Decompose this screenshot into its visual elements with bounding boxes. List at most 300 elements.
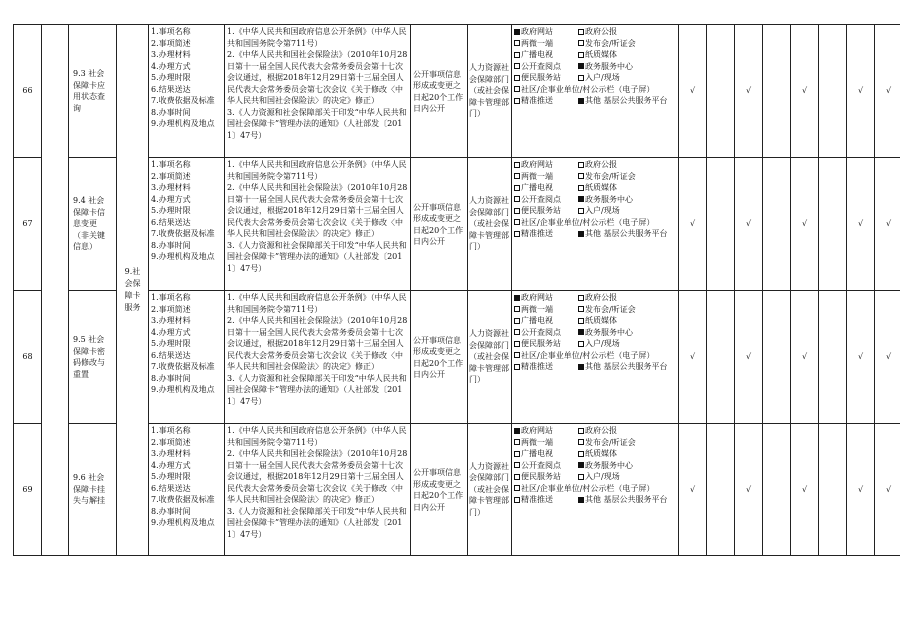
check-mark-cell: √ bbox=[847, 424, 875, 556]
disclosure-element: 1.事项名称 bbox=[151, 160, 191, 169]
disclosure-element: 1.事项名称 bbox=[151, 426, 191, 435]
channel-label: 政府网站 bbox=[521, 27, 553, 36]
check-mark-cell bbox=[763, 158, 791, 291]
unchecked-box-icon bbox=[514, 196, 520, 202]
disclosure-element: 3.办理材料 bbox=[151, 183, 191, 192]
unchecked-box-icon bbox=[514, 75, 520, 81]
channel-label: 社区/企事业单位/村公示栏（电子屏） bbox=[521, 217, 655, 227]
check-mark-cell bbox=[819, 25, 847, 158]
basis-paragraph: 2.《中华人民共和国社会保险法》（2010年10月28日第十一届全国人民代表大会常务委员会第十七次会议通过，根据2018年12月29日第十三届全国人民代表大会常务委员会第七次会议《关于修改〈中华人民共和国社会保险法〉的决定》修正） bbox=[227, 50, 408, 105]
unchecked-box-icon bbox=[514, 173, 520, 179]
channel-option[interactable] bbox=[514, 315, 578, 327]
channel-label: 入户/现场 bbox=[585, 73, 620, 82]
disclosure-element: 1.事项名称 bbox=[151, 293, 191, 302]
channel-label: 纸质媒体 bbox=[585, 316, 617, 325]
check-mark-cell: √ bbox=[791, 25, 819, 158]
channel-line bbox=[514, 26, 677, 38]
basis-paragraph: 1.《中华人民共和国政府信息公开条例》（中华人民共和国国务院令第711号） bbox=[227, 426, 407, 447]
channel-option[interactable] bbox=[578, 460, 633, 472]
channel-label: 便民服务站 bbox=[521, 73, 561, 82]
channel-option[interactable] bbox=[514, 437, 578, 449]
channel-label: 公开查阅点 bbox=[521, 194, 561, 204]
channel-label: 公开查阅点 bbox=[521, 61, 561, 71]
checked-box-icon bbox=[578, 231, 584, 237]
channel-label: 纸质媒体 bbox=[585, 183, 617, 192]
channel-option[interactable] bbox=[578, 338, 620, 350]
channel-option[interactable] bbox=[578, 205, 620, 217]
channel-option[interactable] bbox=[514, 26, 578, 38]
item-name-cell bbox=[69, 25, 117, 158]
disclosure-basis-cell bbox=[225, 25, 411, 158]
channel-label: 政府公报 bbox=[585, 160, 617, 169]
channel-option[interactable] bbox=[578, 292, 617, 304]
channel-line bbox=[514, 437, 677, 449]
channel-option[interactable] bbox=[578, 182, 617, 194]
channel-label: 便民服务站 bbox=[521, 472, 561, 481]
unchecked-box-icon bbox=[578, 318, 584, 324]
check-mark-cell bbox=[819, 291, 847, 424]
disclosure-subject-cell: 人力资源社会保障部门（或社会保障卡管理部门） bbox=[468, 158, 512, 291]
disclosure-element: 1.事项名称 bbox=[151, 27, 191, 36]
unchecked-box-icon bbox=[578, 295, 584, 301]
channel-label: 便民服务站 bbox=[521, 206, 561, 215]
unchecked-box-icon bbox=[514, 329, 520, 335]
channel-label: 政府公报 bbox=[585, 426, 617, 435]
unchecked-box-icon bbox=[514, 208, 520, 214]
channel-line bbox=[514, 361, 677, 373]
unchecked-box-icon bbox=[514, 63, 520, 69]
checked-box-icon bbox=[514, 295, 520, 301]
unchecked-box-icon bbox=[578, 439, 584, 445]
check-mark-cell: √ bbox=[679, 291, 707, 424]
unchecked-box-icon bbox=[514, 439, 520, 445]
basis-paragraph: 1.《中华人民共和国政府信息公开条例》（中华人民共和国国务院令第711号） bbox=[227, 160, 407, 181]
channel-option[interactable] bbox=[514, 72, 578, 84]
channel-option[interactable] bbox=[514, 171, 578, 183]
unchecked-box-icon bbox=[578, 173, 584, 179]
disclosure-channels-cell bbox=[512, 291, 679, 424]
disclosure-channels-cell bbox=[512, 25, 679, 158]
channel-label: 两微一端 bbox=[521, 38, 553, 48]
check-mark-cell bbox=[763, 25, 791, 158]
item-name: 9.3 社会保障卡应用状态查询 bbox=[73, 69, 105, 113]
channel-option[interactable] bbox=[578, 95, 668, 107]
channel-option[interactable] bbox=[514, 38, 578, 50]
channel-option[interactable] bbox=[514, 84, 654, 96]
unchecked-box-icon bbox=[578, 40, 584, 46]
category-cell bbox=[117, 25, 149, 556]
channel-label: 政务服务中心 bbox=[585, 194, 633, 204]
channel-label: 其他 基层公共服务平台 bbox=[585, 362, 668, 371]
basis-paragraph: 3.《人力资源和社会保障部关于印发“中华人民共和国社会保障卡”管理办法的通知》（人社部发〔2011〕47号） bbox=[227, 107, 407, 140]
item-name: 9.4 社会保障卡信息变更（非关键信息） bbox=[73, 196, 105, 252]
channel-option[interactable] bbox=[578, 361, 668, 373]
disclosure-table bbox=[13, 24, 900, 556]
disclosure-elements-cell bbox=[149, 158, 225, 291]
unchecked-box-icon bbox=[578, 341, 584, 347]
channel-label: 广播电视 bbox=[521, 50, 553, 59]
channel-option[interactable] bbox=[578, 61, 633, 73]
channel-option[interactable] bbox=[514, 292, 578, 304]
channel-label: 社区/企事业单位/村公示栏（电子屏） bbox=[521, 350, 655, 360]
channel-line bbox=[514, 159, 677, 171]
channel-option[interactable] bbox=[514, 338, 578, 350]
row-number: 68 bbox=[14, 291, 42, 424]
unchecked-box-icon bbox=[578, 185, 584, 191]
disclosure-element: 8.办事时间 bbox=[151, 240, 191, 250]
channel-option[interactable] bbox=[514, 194, 578, 206]
disclosure-element: 4.办理方式 bbox=[151, 61, 191, 71]
disclosure-subject-cell: 人力资源社会保障部门（或社会保障卡管理部门） bbox=[468, 291, 512, 424]
basis-paragraph: 2.《中华人民共和国社会保险法》（2010年10月28日第十一届全国人民代表大会常务委员会第十七次会议通过，根据2018年12月29日第十三届全国人民代表大会常务委员会第七次会议《关于修改〈中华人民共和国社会保险法〉的决定》修正） bbox=[227, 449, 408, 504]
channel-line bbox=[514, 460, 677, 472]
channel-option[interactable] bbox=[578, 26, 617, 38]
channel-option[interactable] bbox=[578, 315, 617, 327]
channel-label: 社区/企事业单位/村公示栏（电子屏） bbox=[521, 84, 655, 94]
checked-box-icon bbox=[578, 497, 584, 503]
disclosure-element: 7.收费依据及标准 bbox=[151, 495, 215, 504]
basis-paragraph: 3.《人力资源和社会保障部关于印发“中华人民共和国社会保障卡”管理办法的通知》（人社部发〔2011〕47号） bbox=[227, 373, 407, 406]
check-mark-cell: √ bbox=[847, 25, 875, 158]
row-number: 69 bbox=[14, 424, 42, 556]
disclosure-element: 7.收费依据及标准 bbox=[151, 362, 215, 371]
basis-paragraph: 1.《中华人民共和国政府信息公开条例》（中华人民共和国国务院令第711号） bbox=[227, 293, 407, 314]
disclosure-element: 2.事项简述 bbox=[151, 38, 191, 48]
unchecked-box-icon bbox=[514, 318, 520, 324]
disclosure-element: 5.办理时限 bbox=[151, 206, 191, 215]
disclosure-element: 8.办事时间 bbox=[151, 107, 191, 117]
disclosure-element: 3.办理材料 bbox=[151, 50, 191, 59]
channel-label: 广播电视 bbox=[521, 316, 553, 325]
check-mark-cell: √ bbox=[679, 25, 707, 158]
unchecked-box-icon bbox=[578, 52, 584, 58]
channel-option[interactable] bbox=[514, 483, 654, 495]
channel-line bbox=[514, 338, 677, 350]
channel-label: 广播电视 bbox=[521, 449, 553, 458]
channel-line bbox=[514, 483, 677, 495]
item-name: 9.5 社会保障卡密码修改与重置 bbox=[73, 335, 105, 379]
channel-label: 两微一端 bbox=[521, 437, 553, 447]
channel-line bbox=[514, 494, 677, 506]
channel-label: 便民服务站 bbox=[521, 339, 561, 348]
disclosure-basis-cell bbox=[225, 158, 411, 291]
channel-option[interactable] bbox=[514, 494, 578, 506]
unchecked-box-icon bbox=[514, 231, 520, 237]
channel-line bbox=[514, 205, 677, 217]
channel-label: 精准推送 bbox=[521, 362, 553, 371]
channel-line bbox=[514, 61, 677, 73]
check-mark-cell: √ bbox=[791, 158, 819, 291]
channel-label: 精准推送 bbox=[521, 96, 553, 105]
disclosure-element: 4.办理方式 bbox=[151, 194, 191, 204]
channel-option[interactable] bbox=[514, 304, 578, 316]
channel-option[interactable] bbox=[578, 228, 668, 240]
disclosure-element: 6.结果送达 bbox=[151, 217, 191, 227]
disclosure-time-cell: 公开事项信息形成或变更之日起20个工作日内公开 bbox=[411, 158, 468, 291]
channel-line bbox=[514, 84, 677, 96]
channel-option[interactable] bbox=[578, 448, 617, 460]
basis-paragraph: 3.《人力资源和社会保障部关于印发“中华人民共和国社会保障卡”管理办法的通知》（人社部发〔2011〕47号） bbox=[227, 506, 407, 539]
disclosure-element: 4.办理方式 bbox=[151, 460, 191, 470]
unchecked-box-icon bbox=[514, 474, 520, 480]
check-mark-cell bbox=[819, 158, 847, 291]
unchecked-box-icon bbox=[578, 75, 584, 81]
disclosure-element: 8.办事时间 bbox=[151, 506, 191, 516]
channel-line bbox=[514, 72, 677, 84]
check-mark-cell: √ bbox=[679, 424, 707, 556]
unchecked-box-icon bbox=[514, 162, 520, 168]
channel-label: 政府公报 bbox=[585, 27, 617, 36]
check-mark-cell bbox=[707, 424, 735, 556]
row-number: 67 bbox=[14, 158, 42, 291]
channel-option[interactable] bbox=[514, 61, 578, 73]
channel-line bbox=[514, 171, 677, 183]
channel-label: 广播电视 bbox=[521, 183, 553, 192]
channel-label: 公开查阅点 bbox=[521, 327, 561, 337]
channel-label: 其他 基层公共服务平台 bbox=[585, 229, 668, 238]
disclosure-time-cell: 公开事项信息形成或变更之日起20个工作日内公开 bbox=[411, 424, 468, 556]
checked-box-icon bbox=[514, 428, 520, 434]
check-mark-cell bbox=[707, 158, 735, 291]
channel-option[interactable] bbox=[514, 327, 578, 339]
check-mark-cell: √ bbox=[679, 158, 707, 291]
unchecked-box-icon bbox=[514, 219, 520, 225]
unchecked-box-icon bbox=[514, 497, 520, 503]
unchecked-box-icon bbox=[514, 98, 520, 104]
channel-line bbox=[514, 182, 677, 194]
check-mark-cell bbox=[763, 424, 791, 556]
unchecked-box-icon bbox=[578, 474, 584, 480]
channel-label: 精准推送 bbox=[521, 495, 553, 504]
channel-option[interactable] bbox=[578, 159, 617, 171]
channel-line bbox=[514, 304, 677, 316]
channel-line bbox=[514, 350, 677, 362]
channel-option[interactable] bbox=[514, 460, 578, 472]
disclosure-element: 3.办理材料 bbox=[151, 316, 191, 325]
disclosure-element: 4.办理方式 bbox=[151, 327, 191, 337]
unchecked-box-icon bbox=[578, 306, 584, 312]
unchecked-box-icon bbox=[514, 462, 520, 468]
check-mark-cell: √ bbox=[735, 291, 763, 424]
unchecked-box-icon bbox=[514, 86, 520, 92]
check-mark-cell: √ bbox=[875, 424, 900, 556]
channel-option[interactable] bbox=[578, 425, 617, 437]
channel-line bbox=[514, 194, 677, 206]
disclosure-element: 6.结果送达 bbox=[151, 350, 191, 360]
channel-label: 两微一端 bbox=[521, 304, 553, 314]
channel-option[interactable] bbox=[578, 38, 636, 50]
basis-paragraph: 2.《中华人民共和国社会保险法》（2010年10月28日第十一届全国人民代表大会常务委员会第十七次会议通过，根据2018年12月29日第十三届全国人民代表大会常务委员会第七次会议《关于修改〈中华人民共和国社会保险法〉的决定》修正） bbox=[227, 183, 408, 238]
channel-option[interactable] bbox=[514, 159, 578, 171]
check-mark-cell: √ bbox=[875, 158, 900, 291]
unchecked-box-icon bbox=[578, 208, 584, 214]
channel-option[interactable] bbox=[514, 228, 578, 240]
unchecked-box-icon bbox=[578, 428, 584, 434]
channel-label: 入户/现场 bbox=[585, 339, 620, 348]
check-mark-cell bbox=[707, 291, 735, 424]
basis-paragraph: 3.《人力资源和社会保障部关于印发“中华人民共和国社会保障卡”管理办法的通知》（人社部发〔2011〕47号） bbox=[227, 240, 407, 273]
channel-option[interactable] bbox=[514, 217, 654, 229]
disclosure-element: 9.办理机构及地点 bbox=[151, 518, 215, 527]
row-number: 66 bbox=[14, 25, 42, 158]
category-name: 9.社会保障卡服务 bbox=[124, 267, 141, 312]
check-mark-cell: √ bbox=[735, 25, 763, 158]
channel-label: 发布会/听证会 bbox=[585, 38, 636, 48]
check-mark-cell: √ bbox=[791, 291, 819, 424]
check-mark-cell: √ bbox=[847, 158, 875, 291]
disclosure-subject-cell: 人力资源社会保障部门（或社会保障卡管理部门） bbox=[468, 424, 512, 556]
check-mark-cell: √ bbox=[735, 424, 763, 556]
basis-paragraph: 2.《中华人民共和国社会保险法》（2010年10月28日第十一届全国人民代表大会常务委员会第十七次会议通过，根据2018年12月29日第十三届全国人民代表大会常务委员会第七次会议《关于修改〈中华人民共和国社会保险法〉的决定》修正） bbox=[227, 316, 408, 371]
channel-option[interactable] bbox=[578, 49, 617, 61]
channel-label: 入户/现场 bbox=[585, 206, 620, 215]
channel-label: 精准推送 bbox=[521, 229, 553, 238]
channel-line bbox=[514, 49, 677, 61]
item-name: 9.6 社会保障卡挂失与解挂 bbox=[73, 473, 105, 506]
disclosure-element: 9.办理机构及地点 bbox=[151, 119, 215, 128]
disclosure-element: 8.办事时间 bbox=[151, 373, 191, 383]
channel-option[interactable] bbox=[514, 49, 578, 61]
channel-line bbox=[514, 38, 677, 50]
channel-option[interactable] bbox=[578, 304, 636, 316]
blank-column-cell bbox=[42, 25, 69, 556]
disclosure-element: 2.事项简述 bbox=[151, 171, 191, 181]
disclosure-element: 6.结果送达 bbox=[151, 84, 191, 94]
disclosure-element: 9.办理机构及地点 bbox=[151, 252, 215, 261]
disclosure-element: 3.办理材料 bbox=[151, 449, 191, 458]
unchecked-box-icon bbox=[514, 485, 520, 491]
check-mark-cell: √ bbox=[847, 291, 875, 424]
item-name-cell bbox=[69, 424, 117, 556]
check-mark-cell bbox=[707, 25, 735, 158]
unchecked-box-icon bbox=[514, 52, 520, 58]
channel-option[interactable] bbox=[514, 95, 578, 107]
disclosure-channels-cell bbox=[512, 158, 679, 291]
channel-line bbox=[514, 327, 677, 339]
check-mark-cell bbox=[819, 424, 847, 556]
channel-option[interactable] bbox=[578, 171, 636, 183]
channel-option[interactable] bbox=[578, 194, 633, 206]
channel-label: 发布会/听证会 bbox=[585, 304, 636, 314]
channel-label: 政府公报 bbox=[585, 293, 617, 302]
channel-label: 政府网站 bbox=[521, 293, 553, 302]
unchecked-box-icon bbox=[578, 162, 584, 168]
unchecked-box-icon bbox=[514, 40, 520, 46]
channel-option[interactable] bbox=[578, 471, 620, 483]
disclosure-elements-cell bbox=[149, 25, 225, 158]
channel-label: 政务服务中心 bbox=[585, 460, 633, 470]
disclosure-element: 9.办理机构及地点 bbox=[151, 385, 215, 394]
channel-label: 政府网站 bbox=[521, 160, 553, 169]
channel-line bbox=[514, 315, 677, 327]
channel-label: 政务服务中心 bbox=[585, 327, 633, 337]
channel-label: 公开查阅点 bbox=[521, 460, 561, 470]
disclosure-basis-cell bbox=[225, 424, 411, 556]
channel-option[interactable] bbox=[578, 437, 636, 449]
channel-option[interactable] bbox=[514, 182, 578, 194]
channel-line bbox=[514, 448, 677, 460]
channel-label: 政务服务中心 bbox=[585, 61, 633, 71]
channel-line bbox=[514, 292, 677, 304]
channel-label: 其他 基层公共服务平台 bbox=[585, 495, 668, 504]
check-mark-cell: √ bbox=[875, 291, 900, 424]
checked-box-icon bbox=[578, 329, 584, 335]
checked-box-icon bbox=[578, 462, 584, 468]
channel-label: 政府网站 bbox=[521, 426, 553, 435]
table-row bbox=[14, 25, 900, 158]
checked-box-icon bbox=[578, 98, 584, 104]
disclosure-channels-cell bbox=[512, 424, 679, 556]
channel-line bbox=[514, 425, 677, 437]
disclosure-element: 7.收费依据及标准 bbox=[151, 96, 215, 105]
disclosure-element: 6.结果送达 bbox=[151, 483, 191, 493]
channel-label: 其他 基层公共服务平台 bbox=[585, 96, 668, 105]
unchecked-box-icon bbox=[514, 364, 520, 370]
disclosure-elements-cell bbox=[149, 291, 225, 424]
checked-box-icon bbox=[578, 196, 584, 202]
channel-option[interactable] bbox=[578, 72, 620, 84]
channel-option[interactable] bbox=[514, 425, 578, 437]
check-mark-cell bbox=[763, 291, 791, 424]
unchecked-box-icon bbox=[514, 306, 520, 312]
channel-label: 入户/现场 bbox=[585, 472, 620, 481]
disclosure-element: 2.事项简述 bbox=[151, 437, 191, 447]
item-name-cell bbox=[69, 291, 117, 424]
channel-label: 纸质媒体 bbox=[585, 449, 617, 458]
disclosure-elements-cell bbox=[149, 424, 225, 556]
checked-box-icon bbox=[578, 364, 584, 370]
channel-option[interactable] bbox=[514, 361, 578, 373]
check-mark-cell: √ bbox=[735, 158, 763, 291]
channel-label: 发布会/听证会 bbox=[585, 437, 636, 447]
check-mark-cell: √ bbox=[791, 424, 819, 556]
basis-paragraph: 1.《中华人民共和国政府信息公开条例》（中华人民共和国国务院令第711号） bbox=[227, 27, 407, 48]
channel-line bbox=[514, 228, 677, 240]
unchecked-box-icon bbox=[514, 341, 520, 347]
channel-option[interactable] bbox=[514, 205, 578, 217]
disclosure-element: 5.办理时限 bbox=[151, 472, 191, 481]
channel-option[interactable] bbox=[578, 327, 633, 339]
disclosure-time-cell: 公开事项信息形成或变更之日起20个工作日内公开 bbox=[411, 291, 468, 424]
unchecked-box-icon bbox=[578, 29, 584, 35]
disclosure-element: 5.办理时限 bbox=[151, 73, 191, 82]
disclosure-element: 2.事项简述 bbox=[151, 304, 191, 314]
channel-option[interactable] bbox=[514, 471, 578, 483]
disclosure-subject-cell: 人力资源社会保障部门（或社会保障卡管理部门） bbox=[468, 25, 512, 158]
disclosure-element: 5.办理时限 bbox=[151, 339, 191, 348]
checked-box-icon bbox=[514, 29, 520, 35]
unchecked-box-icon bbox=[514, 451, 520, 457]
channel-line bbox=[514, 95, 677, 107]
channel-label: 发布会/听证会 bbox=[585, 171, 636, 181]
checked-box-icon bbox=[578, 63, 584, 69]
channel-label: 纸质媒体 bbox=[585, 50, 617, 59]
disclosure-time-cell: 公开事项信息形成或变更之日起20个工作日内公开 bbox=[411, 25, 468, 158]
channel-option[interactable] bbox=[514, 448, 578, 460]
check-mark-cell: √ bbox=[875, 25, 900, 158]
unchecked-box-icon bbox=[578, 451, 584, 457]
channel-label: 社区/企事业单位/村公示栏（电子屏） bbox=[521, 483, 655, 493]
channel-label: 两微一端 bbox=[521, 171, 553, 181]
item-name-cell bbox=[69, 158, 117, 291]
disclosure-element: 7.收费依据及标准 bbox=[151, 229, 215, 238]
channel-option[interactable] bbox=[578, 494, 668, 506]
channel-option[interactable] bbox=[514, 350, 654, 362]
unchecked-box-icon bbox=[514, 352, 520, 358]
channel-line bbox=[514, 217, 677, 229]
channel-line bbox=[514, 471, 677, 483]
unchecked-box-icon bbox=[514, 185, 520, 191]
